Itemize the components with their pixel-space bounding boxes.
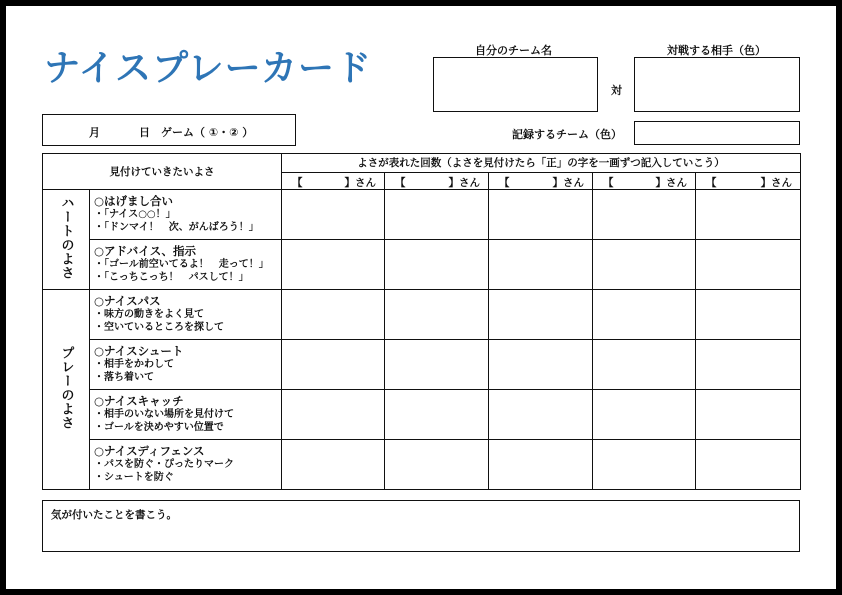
tally-table	[42, 153, 801, 490]
category-cell	[43, 290, 90, 490]
goal-item-hint: ・「ナイス○○！」	[94, 209, 176, 220]
table-row	[43, 190, 801, 240]
tally-cell[interactable]	[385, 290, 489, 340]
month-label: 月	[89, 126, 100, 139]
goal-item-hint: ・ゴールを決めやすい位置で	[94, 422, 224, 433]
goal-item	[90, 240, 282, 290]
goal-item	[90, 340, 282, 390]
tally-cell[interactable]	[696, 190, 801, 240]
tally-cell[interactable]	[696, 390, 801, 440]
category-label: ハートのよさ	[58, 196, 74, 280]
opponent-label: 対戦する相手（色）	[667, 44, 766, 57]
table-row	[43, 240, 801, 290]
player-san-suffix: 】さん	[448, 176, 480, 189]
tally-cell[interactable]	[385, 190, 489, 240]
player-san-suffix: 】さん	[344, 176, 376, 189]
tally-cell[interactable]	[385, 390, 489, 440]
notes-field[interactable]	[42, 500, 800, 552]
goal-item	[90, 290, 282, 340]
versus-label: 対	[611, 84, 622, 97]
tally-cell[interactable]	[282, 390, 385, 440]
tally-cell[interactable]	[489, 290, 593, 340]
tally-cell[interactable]	[489, 190, 593, 240]
player-bracket-open: 【	[706, 176, 717, 189]
date-game-field[interactable]	[42, 114, 296, 146]
goal-item-title: ○ナイスシュート	[94, 344, 184, 358]
opponent-field[interactable]	[634, 57, 800, 112]
goal-item-title: ○アドバイス、指示	[94, 244, 197, 258]
tally-cell[interactable]	[385, 340, 489, 390]
goal-item-hint: ・シュートを防ぐ	[94, 472, 174, 483]
player-name-cell[interactable]	[696, 172, 801, 190]
player-name-cell[interactable]	[489, 172, 593, 190]
tally-cell[interactable]	[282, 440, 385, 490]
goal-item-hint: ・「こっちこっち！ パスして！」	[94, 272, 249, 283]
my-team-label: 自分のチーム名	[475, 44, 552, 57]
notes-label: 気が付いたことを書こう。	[51, 509, 177, 521]
goal-item-hint: ・落ち着いて	[94, 372, 154, 383]
tally-cell[interactable]	[593, 340, 696, 390]
card-title: ナイスプレーカード	[44, 48, 372, 89]
tally-cell[interactable]	[696, 440, 801, 490]
table-row	[43, 340, 801, 390]
player-name-cell[interactable]	[385, 172, 489, 190]
tally-cell[interactable]	[696, 240, 801, 290]
day-label: 日	[139, 126, 150, 139]
tally-cell[interactable]	[385, 440, 489, 490]
player-bracket-open: 【	[499, 176, 510, 189]
goal-item-hint: ・味方の動きをよく見て	[94, 309, 204, 320]
player-bracket-open: 【	[603, 176, 614, 189]
tally-cell[interactable]	[282, 240, 385, 290]
goal-item	[90, 390, 282, 440]
goal-item-hint: ・空いているところを探して	[94, 322, 224, 333]
tally-cell[interactable]	[385, 240, 489, 290]
goal-item-title: ○ナイスパス	[94, 294, 161, 308]
category-cell	[43, 190, 90, 290]
recording-team-label: 記録するチーム（色）	[512, 128, 622, 141]
tally-cell[interactable]	[593, 290, 696, 340]
tally-cell[interactable]	[282, 290, 385, 340]
card-sheet	[6, 6, 836, 589]
tally-cell[interactable]	[282, 190, 385, 240]
goal-item-hint: ・「ゴール前空いてるよ！ 走って！」	[94, 259, 269, 270]
my-team-field[interactable]	[433, 57, 598, 112]
tally-cell[interactable]	[593, 440, 696, 490]
recording-team-field[interactable]	[634, 121, 800, 145]
table-row	[43, 290, 801, 340]
tally-cell[interactable]	[282, 340, 385, 390]
goal-item-hint: ・相手をかわして	[94, 359, 174, 370]
player-bracket-open: 【	[395, 176, 406, 189]
game-label: ゲーム（ ①・② ）	[161, 126, 254, 139]
tally-cell[interactable]	[489, 440, 593, 490]
player-san-suffix: 】さん	[760, 176, 793, 189]
tally-cell[interactable]	[696, 340, 801, 390]
goal-item-hint: ・相手のいない場所を見付けて	[94, 409, 234, 420]
table-row	[43, 390, 801, 440]
goal-item-title: ○ナイスディフェンス	[94, 444, 205, 458]
player-san-suffix: 】さん	[552, 176, 584, 189]
tally-cell[interactable]	[489, 390, 593, 440]
category-label: プレーのよさ	[58, 346, 74, 430]
goal-item	[90, 440, 282, 490]
player-name-cell[interactable]	[282, 172, 385, 190]
tally-cell[interactable]	[489, 240, 593, 290]
goal-item	[90, 190, 282, 240]
player-bracket-open: 【	[292, 176, 303, 189]
goal-item-hint: ・パスを防ぐ・ぴったりマーク	[94, 459, 234, 470]
goal-item-title: ○ナイスキャッチ	[94, 394, 184, 408]
goal-item-title: ○はげまし合い	[94, 194, 174, 208]
player-name-cell[interactable]	[593, 172, 696, 190]
tally-cell[interactable]	[593, 190, 696, 240]
tally-cell[interactable]	[696, 290, 801, 340]
tally-cell[interactable]	[489, 340, 593, 390]
tally-cell[interactable]	[593, 390, 696, 440]
table-row	[43, 440, 801, 490]
tally-cell[interactable]	[593, 240, 696, 290]
count-header: よさが表れた回数（よさを見付けたら「正」の字を一画ずつ記入していこう）	[282, 154, 801, 173]
goal-item-hint: ・「ドンマイ！ 次、がんばろう！」	[94, 222, 259, 233]
goals-header: 見付けていきたいよさ	[43, 154, 282, 190]
player-san-suffix: 】さん	[655, 176, 687, 189]
